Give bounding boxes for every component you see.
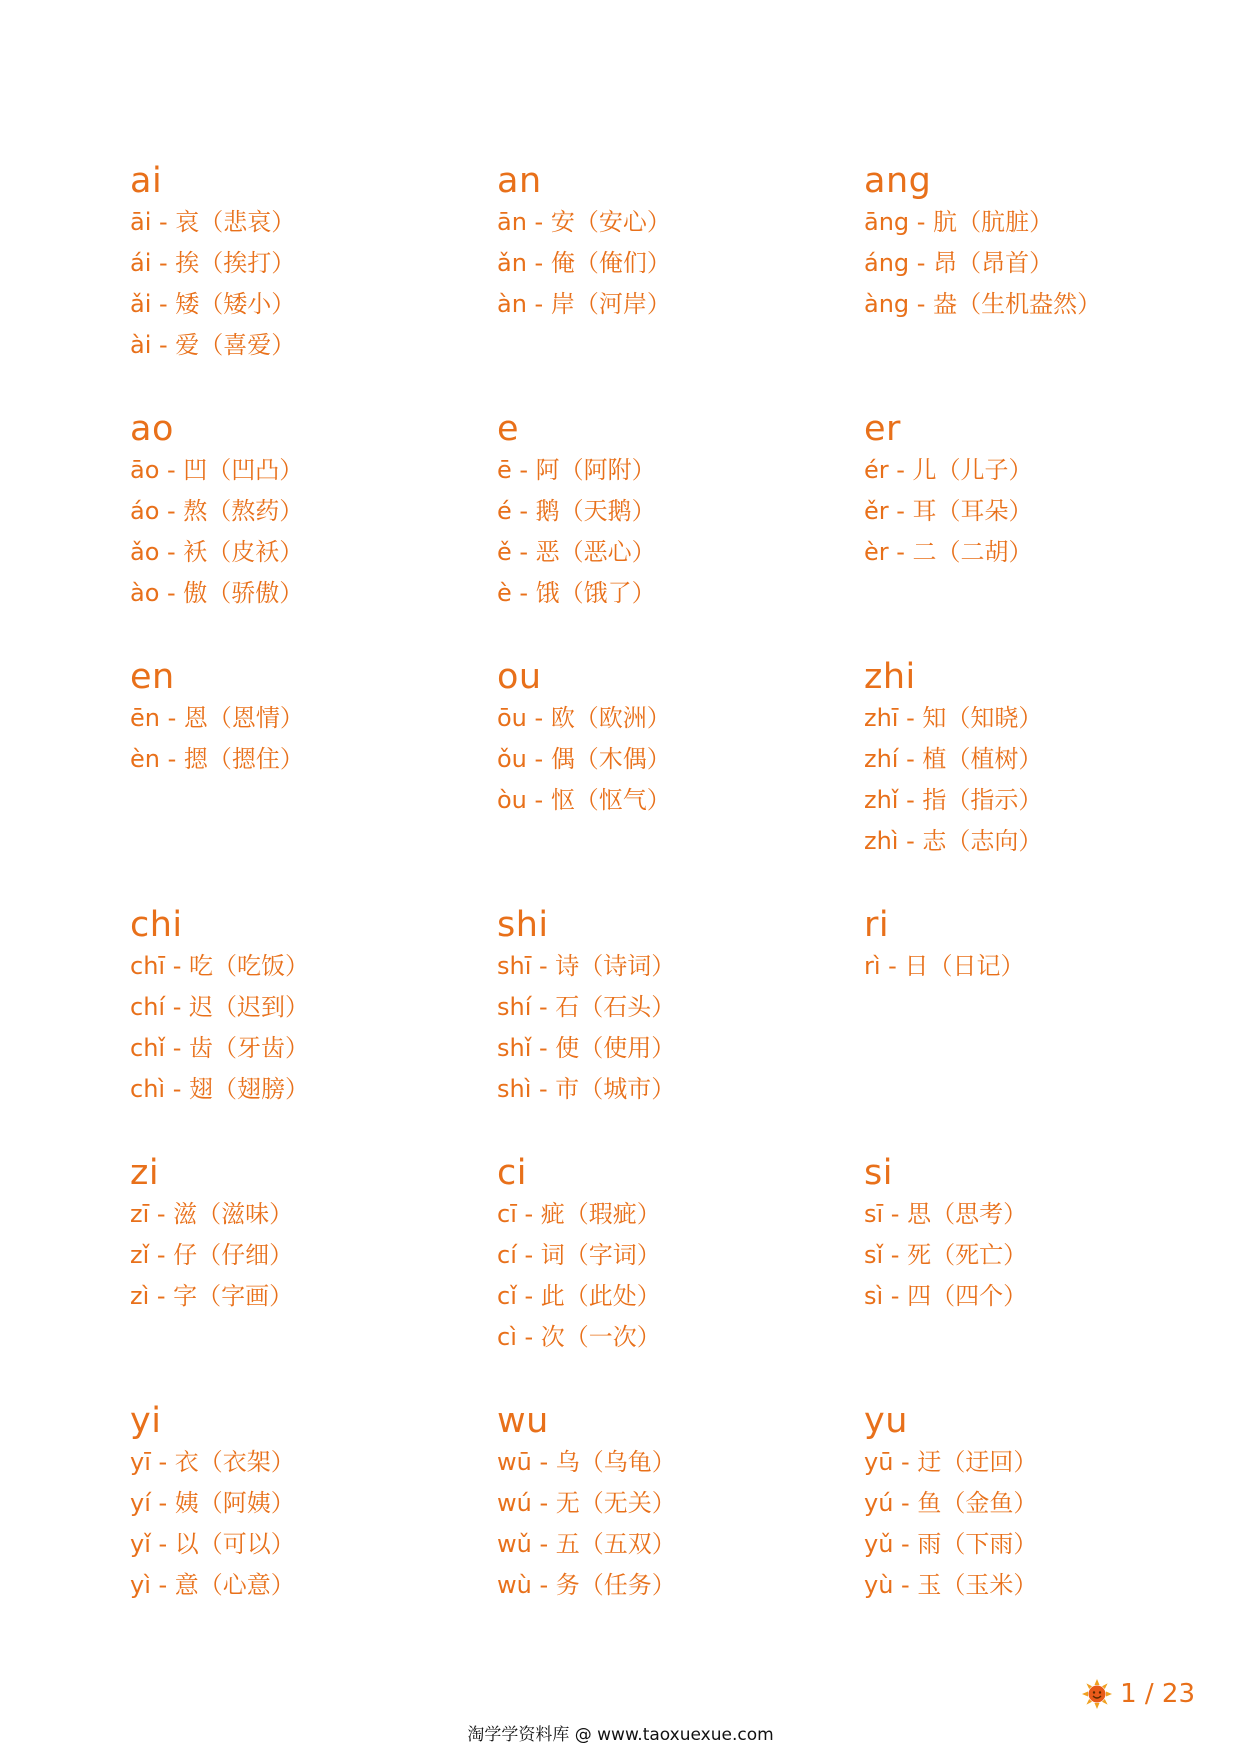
pinyin-entry: yǔ - 雨（下雨） xyxy=(864,1530,1038,1558)
pinyin-entry: zhí - 植（植树） xyxy=(864,745,1043,773)
syllable-heading: shi xyxy=(497,905,549,945)
syllable-heading: ai xyxy=(130,161,163,201)
syllable-group-si xyxy=(864,1152,1231,1400)
pinyin-entry: wú - 无（无关） xyxy=(497,1489,676,1517)
pinyin-entry: ér - 儿（儿子） xyxy=(864,456,1033,484)
syllable-group-ao xyxy=(130,408,497,656)
pinyin-entry: yú - 鱼（金鱼） xyxy=(864,1489,1038,1517)
syllable-group-an xyxy=(497,160,864,408)
pinyin-entry: àng - 盎（生机盎然） xyxy=(864,290,1102,318)
syllable-heading: yi xyxy=(130,1401,162,1441)
syllable-group-ang xyxy=(864,160,1231,408)
pinyin-entry: chǐ - 齿（牙齿） xyxy=(130,1034,309,1062)
pinyin-entry: yù - 玉（玉米） xyxy=(864,1571,1038,1599)
pinyin-entry: chì - 翅（翅膀） xyxy=(130,1075,309,1103)
pinyin-entry: zhī - 知（知晓） xyxy=(864,704,1043,732)
syllable-group-shi xyxy=(497,904,864,1152)
pinyin-entry: ào - 傲（骄傲） xyxy=(130,579,304,607)
pinyin-entry: zī - 滋（滋味） xyxy=(130,1200,294,1228)
pinyin-entry: wǔ - 五（五双） xyxy=(497,1530,676,1558)
syllable-heading: chi xyxy=(130,905,183,945)
syllable-heading: ang xyxy=(864,161,932,201)
pinyin-entry: cí - 词（字词） xyxy=(497,1241,661,1269)
pinyin-entry: ǎn - 俺（俺们） xyxy=(497,249,671,277)
syllable-heading: zhi xyxy=(864,657,916,697)
pinyin-entry: āo - 凹（凹凸） xyxy=(130,456,304,484)
pinyin-entry: ān - 安（安心） xyxy=(497,208,671,236)
pinyin-entry: zhì - 志（志向） xyxy=(864,827,1043,855)
pinyin-entry: āng - 肮（肮脏） xyxy=(864,208,1054,236)
pinyin-entry: áo - 熬（熬药） xyxy=(130,497,304,525)
syllable-group-en xyxy=(130,656,497,904)
sun-icon xyxy=(1082,1679,1112,1709)
syllable-group-ou xyxy=(497,656,864,904)
syllable-heading: er xyxy=(864,409,901,449)
pinyin-entry: áng - 昂（昂首） xyxy=(864,249,1054,277)
pinyin-entry: è - 饿（饿了） xyxy=(497,579,656,607)
pinyin-entry: ǎo - 袄（皮袄） xyxy=(130,538,304,566)
pinyin-entry: ái - 挨（挨打） xyxy=(130,249,296,277)
pinyin-entry: sì - 四（四个） xyxy=(864,1282,1028,1310)
pinyin-entry: ài - 爱（喜爱） xyxy=(130,331,296,359)
pinyin-entry: yì - 意（心意） xyxy=(130,1571,295,1599)
pinyin-entry: òu - 怄（怄气） xyxy=(497,786,671,814)
pinyin-entry: ēn - 恩（恩情） xyxy=(130,704,304,732)
pinyin-entry: èr - 二（二胡） xyxy=(864,538,1033,566)
syllable-heading: en xyxy=(130,657,175,697)
syllable-heading: yu xyxy=(864,1401,908,1441)
syllable-heading: wu xyxy=(497,1401,549,1441)
pinyin-entry: é - 鹅（天鹅） xyxy=(497,497,656,525)
pinyin-entry: yī - 衣（衣架） xyxy=(130,1448,295,1476)
syllable-heading: ri xyxy=(864,905,890,945)
syllable-heading: e xyxy=(497,409,520,449)
syllable-group-e xyxy=(497,408,864,656)
pinyin-entry: ǒu - 偶（木偶） xyxy=(497,745,671,773)
pinyin-entry: chí - 迟（迟到） xyxy=(130,993,309,1021)
page-indicator xyxy=(1082,1677,1195,1711)
syllable-group-wu xyxy=(497,1400,864,1648)
footer-credit: 淘学学资料库 @ www.taoxuexue.com xyxy=(467,1725,774,1745)
pinyin-entry: zǐ - 仔（仔细） xyxy=(130,1241,294,1269)
pinyin-entry: zì - 字（字画） xyxy=(130,1282,294,1310)
syllable-heading: an xyxy=(497,161,542,201)
pinyin-entry: cǐ - 此（此处） xyxy=(497,1282,661,1310)
pinyin-entry: wù - 务（任务） xyxy=(497,1571,676,1599)
pinyin-entry: shì - 市（城市） xyxy=(497,1075,676,1103)
pinyin-entry: wū - 乌（乌龟） xyxy=(497,1448,676,1476)
pinyin-entry: yǐ - 以（可以） xyxy=(130,1530,295,1558)
pinyin-entry: shǐ - 使（使用） xyxy=(497,1034,676,1062)
syllable-grid xyxy=(130,160,1231,1648)
syllable-group-ci xyxy=(497,1152,864,1400)
pinyin-entry: yū - 迂（迂回） xyxy=(864,1448,1038,1476)
syllable-group-ai xyxy=(130,160,497,408)
syllable-heading: ao xyxy=(130,409,174,449)
pinyin-entry: rì - 日（日记） xyxy=(864,952,1025,980)
pinyin-entry: ōu - 欧（欧洲） xyxy=(497,704,671,732)
pinyin-entry: ěr - 耳（耳朵） xyxy=(864,497,1033,525)
syllable-group-chi xyxy=(130,904,497,1152)
pinyin-entry: ē - 阿（阿附） xyxy=(497,456,656,484)
pinyin-entry: chī - 吃（吃饭） xyxy=(130,952,309,980)
pinyin-entry: shí - 石（石头） xyxy=(497,993,676,1021)
syllable-heading: si xyxy=(864,1153,893,1193)
pinyin-entry: āi - 哀（悲哀） xyxy=(130,208,296,236)
syllable-group-yu xyxy=(864,1400,1231,1648)
syllable-group-ri xyxy=(864,904,1231,1152)
syllable-heading: ci xyxy=(497,1153,527,1193)
pinyin-entry: àn - 岸（河岸） xyxy=(497,290,671,318)
pinyin-entry: sǐ - 死（死亡） xyxy=(864,1241,1028,1269)
page-number: 1 / 23 xyxy=(1120,1679,1195,1709)
pinyin-entry: shī - 诗（诗词） xyxy=(497,952,676,980)
pinyin-entry: yí - 姨（阿姨） xyxy=(130,1489,295,1517)
syllable-group-zi xyxy=(130,1152,497,1400)
syllable-group-er xyxy=(864,408,1231,656)
pinyin-entry: sī - 思（思考） xyxy=(864,1200,1028,1228)
syllable-group-zhi xyxy=(864,656,1231,904)
pinyin-entry: ě - 恶（恶心） xyxy=(497,538,656,566)
pinyin-entry: èn - 摁（摁住） xyxy=(130,745,304,773)
pinyin-entry: cì - 次（一次） xyxy=(497,1323,661,1351)
syllable-heading: ou xyxy=(497,657,542,697)
pinyin-entry: cī - 疵（瑕疵） xyxy=(497,1200,661,1228)
pinyin-entry: ǎi - 矮（矮小） xyxy=(130,290,296,318)
syllable-group-yi xyxy=(130,1400,497,1648)
pinyin-entry: zhǐ - 指（指示） xyxy=(864,786,1043,814)
syllable-heading: zi xyxy=(130,1153,160,1193)
